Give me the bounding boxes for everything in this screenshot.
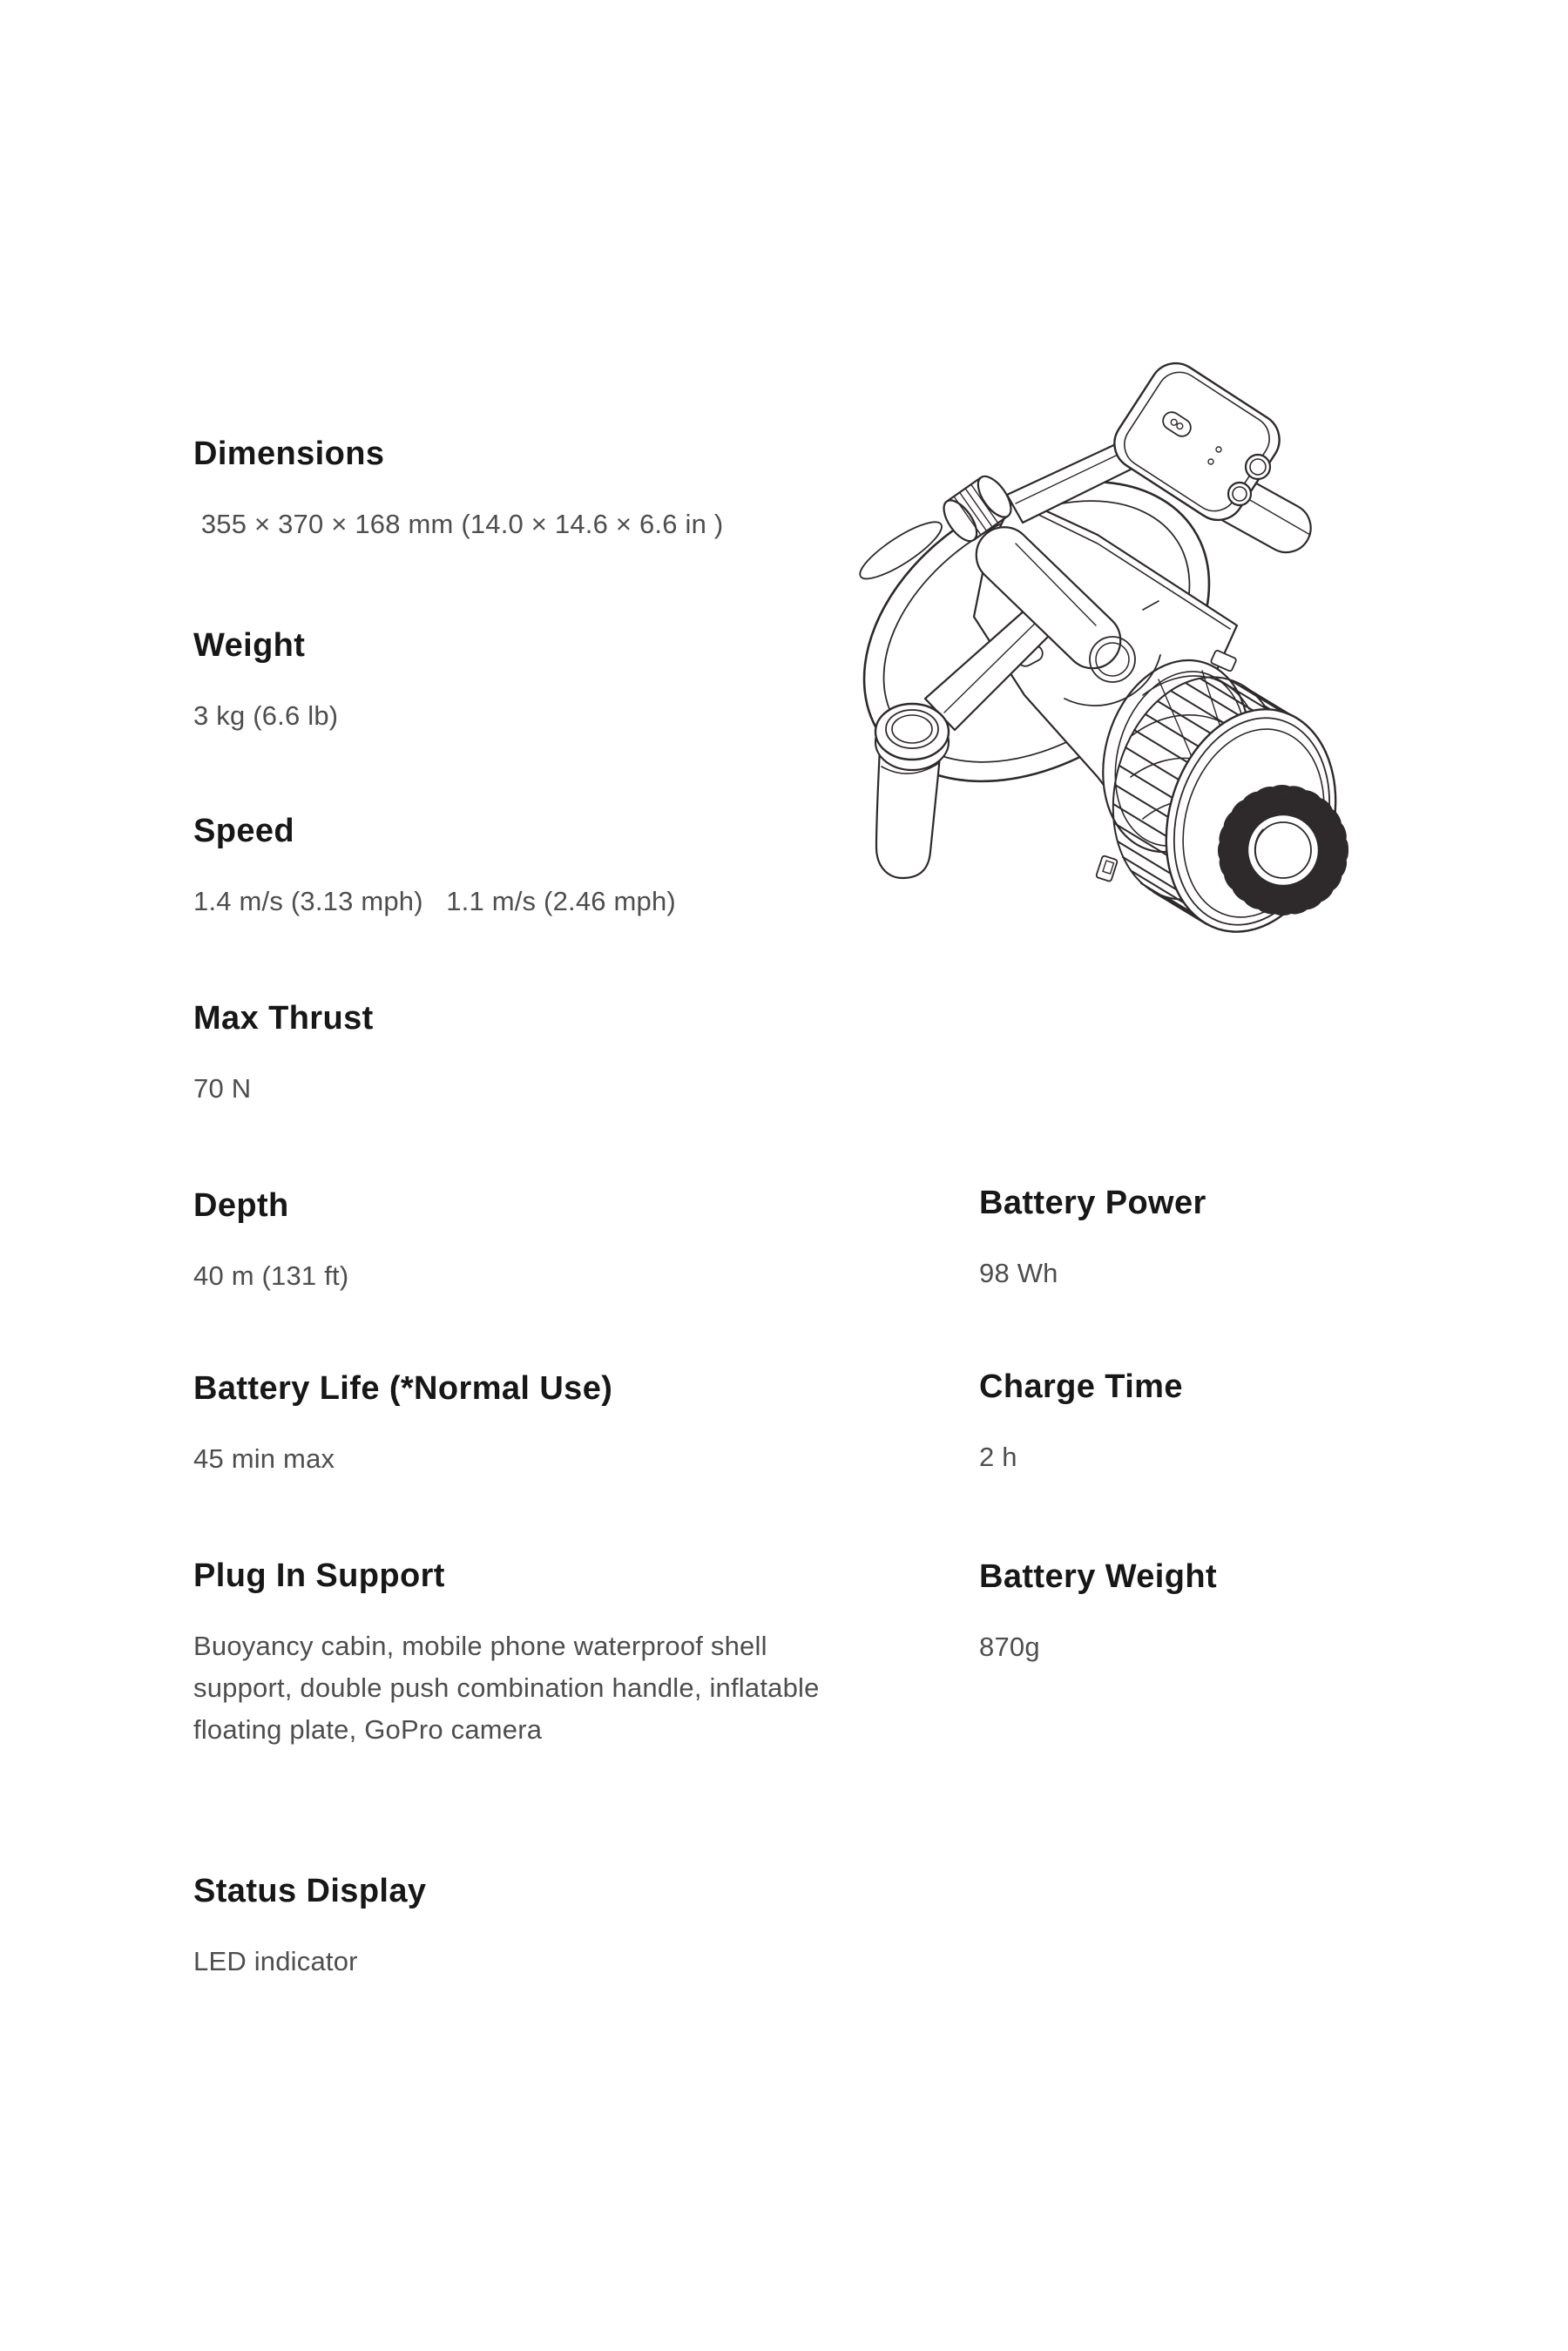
spec-title-dimensions: Dimensions (193, 436, 385, 472)
spec-title-depth: Depth (193, 1187, 289, 1224)
spec-title-status-display: Status Display (193, 1873, 427, 1909)
underwater-scooter-line-drawing-icon (836, 348, 1429, 976)
spec-value-status-display: LED indicator (193, 1946, 358, 1976)
spec-value-depth: 40 m (131 ft) (193, 1260, 349, 1291)
spec-title-max-thrust: Max Thrust (193, 1000, 374, 1037)
spec-status-display (193, 1870, 821, 1983)
spec-value-battery-life: 45 min max (193, 1443, 335, 1474)
spec-dimensions (193, 433, 821, 545)
spec-value-battery-power: 98 Wh (979, 1258, 1058, 1288)
spec-max-thrust (193, 997, 821, 1110)
spec-value-weight: 3 kg (6.6 lb) (193, 700, 339, 731)
spec-value-plug-in-support: Buoyancy cabin, mobile phone waterproof shell support, double push combination handle, inflatable floating plate, GoPro camera (193, 1631, 828, 1745)
spec-title-battery-life: Battery Life (*Normal Use) (193, 1370, 613, 1407)
spec-charge-time (979, 1366, 1519, 1478)
spec-value-battery-weight: 870g (979, 1632, 1040, 1662)
spec-value-dimensions: 355 × 370 × 168 mm (14.0 × 14.6 × 6.6 in ) (193, 509, 724, 539)
product-illustration (836, 348, 1429, 976)
spec-battery-life (193, 1368, 821, 1480)
spec-value-max-thrust: 70 N (193, 1073, 252, 1104)
spec-speed (193, 810, 821, 922)
spec-title-charge-time: Charge Time (979, 1368, 1183, 1405)
spec-title-battery-power: Battery Power (979, 1185, 1206, 1221)
spec-plug-in-support (193, 1555, 828, 1751)
spec-title-battery-weight: Battery Weight (979, 1558, 1218, 1595)
spec-battery-power (979, 1182, 1519, 1294)
spec-title-weight: Weight (193, 627, 306, 664)
spec-depth (193, 1185, 821, 1297)
spec-weight (193, 625, 821, 737)
spec-value-charge-time: 2 h (979, 1442, 1017, 1472)
hand-grip-icon (875, 704, 949, 878)
spec-value-speed: 1.4 m/s (3.13 mph) 1.1 m/s (2.46 mph) (193, 886, 676, 916)
spec-battery-weight (979, 1556, 1519, 1668)
spec-title-plug-in-support: Plug In Support (193, 1557, 445, 1594)
remote-port-icon (1228, 483, 1251, 505)
duct-opening-icon (1247, 814, 1319, 886)
spec-title-speed: Speed (193, 813, 295, 849)
